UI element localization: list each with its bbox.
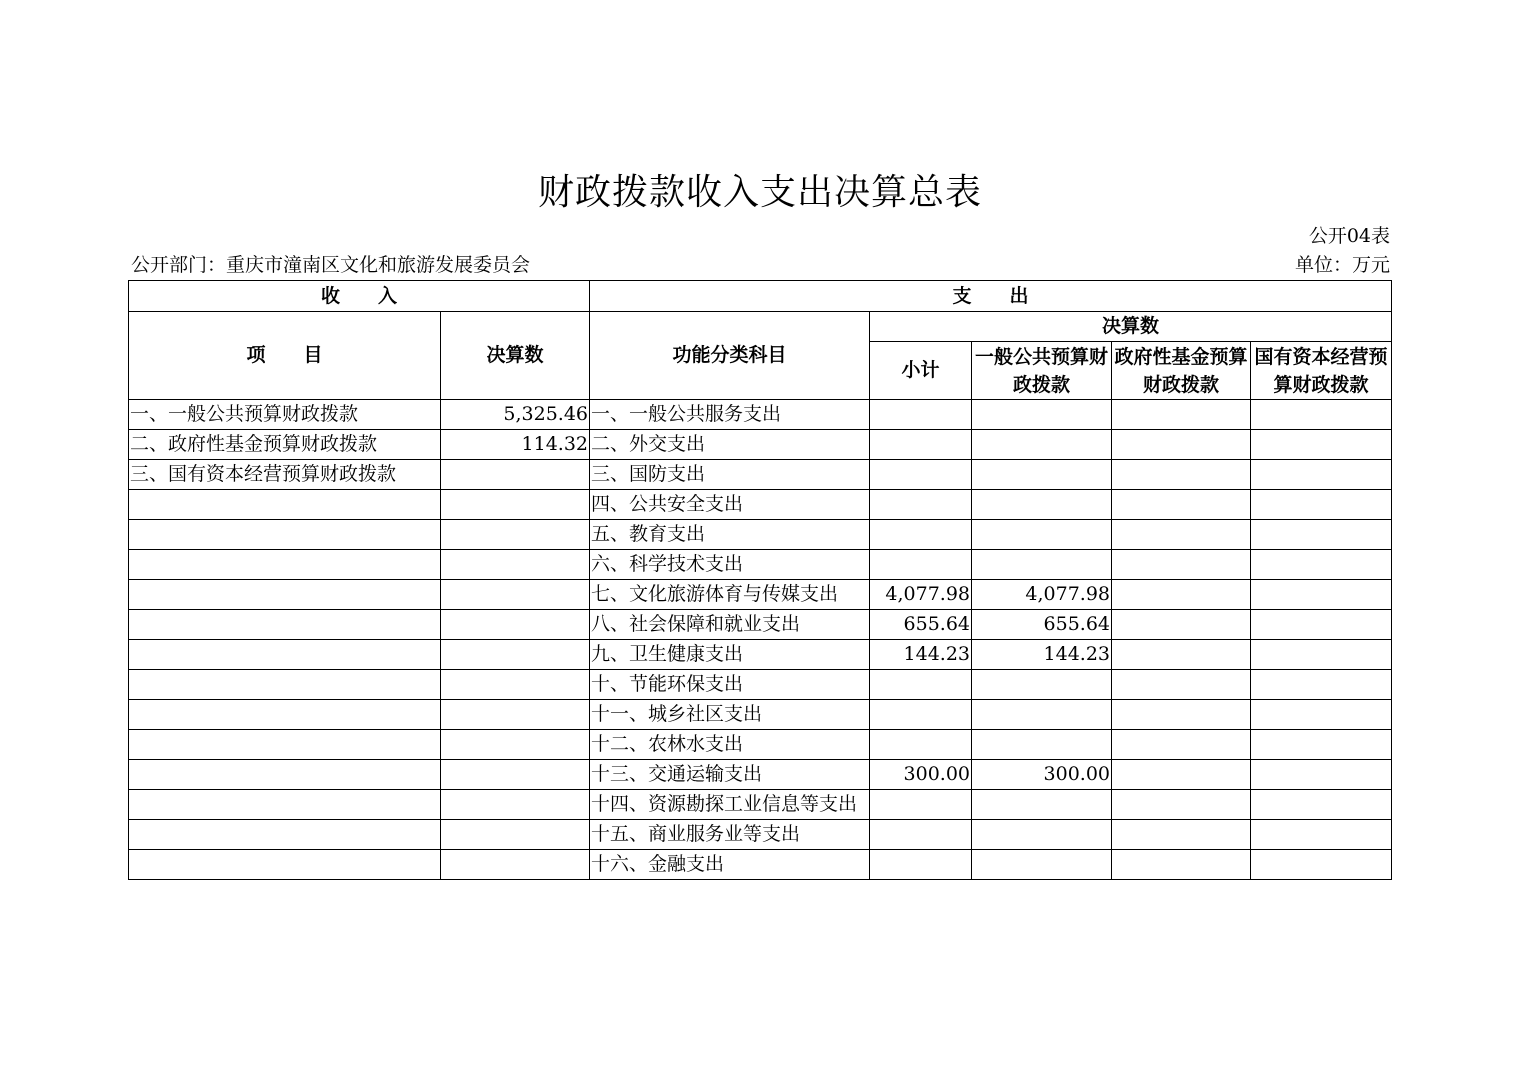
general-budget-cell <box>972 550 1112 580</box>
function-category-cell: 九、卫生健康支出 <box>590 640 870 670</box>
gov-fund-cell <box>1112 520 1251 550</box>
table-row <box>129 550 1392 580</box>
state-capital-cell <box>1251 430 1392 460</box>
subtotal-cell <box>870 460 972 490</box>
state-capital-cell <box>1251 760 1392 790</box>
function-category-cell: 六、科学技术支出 <box>590 550 870 580</box>
settlement-table <box>128 280 1392 880</box>
function-category-cell: 十五、商业服务业等支出 <box>590 820 870 850</box>
gov-fund-header: 政府性基金预算财政拨款 <box>1112 342 1251 400</box>
function-category-cell: 一、一般公共服务支出 <box>590 400 870 430</box>
gov-fund-cell <box>1112 850 1251 880</box>
gov-fund-cell <box>1112 790 1251 820</box>
function-category-cell: 十四、资源勘探工业信息等支出 <box>590 790 870 820</box>
table-row <box>129 760 1392 790</box>
income-item-cell <box>129 820 441 850</box>
general-budget-cell <box>972 790 1112 820</box>
income-amount-cell <box>441 640 590 670</box>
income-item-cell <box>129 760 441 790</box>
income-item-cell <box>129 490 441 520</box>
state-capital-cell <box>1251 580 1392 610</box>
income-item-cell <box>129 790 441 820</box>
general-budget-cell <box>972 850 1112 880</box>
function-category-cell: 四、公共安全支出 <box>590 490 870 520</box>
state-capital-cell <box>1251 790 1392 820</box>
subtotal-cell: 144.23 <box>870 640 972 670</box>
general-budget-cell <box>972 820 1112 850</box>
general-budget-cell <box>972 490 1112 520</box>
general-budget-cell <box>972 430 1112 460</box>
income-item-cell <box>129 700 441 730</box>
state-capital-header: 国有资本经营预算财政拨款 <box>1251 342 1392 400</box>
income-amount-cell <box>441 490 590 520</box>
general-budget-cell: 655.64 <box>972 610 1112 640</box>
general-budget-cell: 144.23 <box>972 640 1112 670</box>
income-amount-cell <box>441 850 590 880</box>
general-budget-cell <box>972 400 1112 430</box>
table-row <box>129 430 1392 460</box>
table-row <box>129 850 1392 880</box>
gov-fund-cell <box>1112 640 1251 670</box>
income-amount-cell <box>441 760 590 790</box>
unit-label: 单位：万元 <box>1294 254 1390 276</box>
state-capital-cell <box>1251 700 1392 730</box>
gov-fund-cell <box>1112 580 1251 610</box>
state-capital-cell <box>1251 850 1392 880</box>
general-budget-cell: 4,077.98 <box>972 580 1112 610</box>
subtotal-header: 小计 <box>870 342 972 400</box>
subtotal-cell <box>870 520 972 550</box>
gov-fund-cell <box>1112 490 1251 520</box>
gov-fund-cell <box>1112 730 1251 760</box>
function-category-cell: 十六、金融支出 <box>590 850 870 880</box>
state-capital-cell <box>1251 490 1392 520</box>
state-capital-cell <box>1251 400 1392 430</box>
gov-fund-cell <box>1112 400 1251 430</box>
gov-fund-cell <box>1112 820 1251 850</box>
gov-fund-cell <box>1112 670 1251 700</box>
general-budget-cell <box>972 670 1112 700</box>
state-capital-cell <box>1251 730 1392 760</box>
table-number: 公开04表 <box>1308 225 1390 247</box>
subtotal-cell <box>870 550 972 580</box>
income-amount-cell <box>441 700 590 730</box>
function-category-cell: 三、国防支出 <box>590 460 870 490</box>
income-amount-cell <box>441 580 590 610</box>
subtotal-cell <box>870 490 972 520</box>
income-item-cell: 一、一般公共预算财政拨款 <box>129 400 441 430</box>
income-amount-cell: 5,325.46 <box>441 400 590 430</box>
department-label: 公开部门：重庆市潼南区文化和旅游发展委员会 <box>131 254 531 276</box>
income-item-cell <box>129 580 441 610</box>
state-capital-cell <box>1251 610 1392 640</box>
subtotal-cell <box>870 670 972 700</box>
income-item-cell: 二、政府性基金预算财政拨款 <box>129 430 441 460</box>
income-item-cell <box>129 610 441 640</box>
function-category-cell: 十二、农林水支出 <box>590 730 870 760</box>
table-row <box>129 460 1392 490</box>
table-row <box>129 700 1392 730</box>
function-category-cell: 十、节能环保支出 <box>590 670 870 700</box>
gov-fund-cell <box>1112 610 1251 640</box>
gov-fund-cell <box>1112 460 1251 490</box>
table-row <box>129 400 1392 430</box>
income-amount-cell <box>441 790 590 820</box>
income-amount-cell <box>441 610 590 640</box>
function-category-cell: 十一、城乡社区支出 <box>590 700 870 730</box>
gov-fund-cell <box>1112 430 1251 460</box>
function-category-cell: 八、社会保障和就业支出 <box>590 610 870 640</box>
state-capital-cell <box>1251 670 1392 700</box>
page-title: 财政拨款收入支出决算总表 <box>537 172 982 213</box>
subtotal-cell <box>870 430 972 460</box>
income-item-cell <box>129 640 441 670</box>
subtotal-cell: 655.64 <box>870 610 972 640</box>
general-budget-cell: 300.00 <box>972 760 1112 790</box>
gov-fund-cell <box>1112 700 1251 730</box>
table-row <box>129 520 1392 550</box>
income-item-cell <box>129 670 441 700</box>
table-row <box>129 790 1392 820</box>
income-item-cell <box>129 730 441 760</box>
item-header: 项 目 <box>129 312 441 400</box>
income-amount-cell <box>441 520 590 550</box>
table-body <box>129 400 1392 880</box>
general-budget-cell <box>972 460 1112 490</box>
gov-fund-cell <box>1112 760 1251 790</box>
settlement-header: 决算数 <box>441 312 590 400</box>
function-category-cell: 七、文化旅游体育与传媒支出 <box>590 580 870 610</box>
function-category-header: 功能分类科目 <box>590 312 870 400</box>
table-row <box>129 490 1392 520</box>
subtotal-cell <box>870 700 972 730</box>
subtotal-cell <box>870 820 972 850</box>
state-capital-cell <box>1251 820 1392 850</box>
gov-fund-cell <box>1112 550 1251 580</box>
function-category-cell: 十三、交通运输支出 <box>590 760 870 790</box>
settlement-group-header: 决算数 <box>870 312 1392 342</box>
subtotal-cell: 4,077.98 <box>870 580 972 610</box>
income-amount-cell: 114.32 <box>441 430 590 460</box>
function-category-cell: 二、外交支出 <box>590 430 870 460</box>
table-row <box>129 580 1392 610</box>
income-item-cell <box>129 850 441 880</box>
table-row <box>129 610 1392 640</box>
general-budget-header: 一般公共预算财政拨款 <box>972 342 1112 400</box>
state-capital-cell <box>1251 640 1392 670</box>
function-category-cell: 五、教育支出 <box>590 520 870 550</box>
income-amount-cell <box>441 670 590 700</box>
table-row <box>129 640 1392 670</box>
income-item-cell: 三、国有资本经营预算财政拨款 <box>129 460 441 490</box>
subtotal-cell: 300.00 <box>870 760 972 790</box>
income-item-cell <box>129 550 441 580</box>
table-row <box>129 670 1392 700</box>
state-capital-cell <box>1251 550 1392 580</box>
general-budget-cell <box>972 730 1112 760</box>
subtotal-cell <box>870 790 972 820</box>
general-budget-cell <box>972 700 1112 730</box>
income-amount-cell <box>441 820 590 850</box>
income-header: 收 入 <box>129 281 590 312</box>
income-amount-cell <box>441 460 590 490</box>
table-row <box>129 730 1392 760</box>
table-row <box>129 820 1392 850</box>
subtotal-cell <box>870 850 972 880</box>
subtotal-cell <box>870 400 972 430</box>
general-budget-cell <box>972 520 1112 550</box>
expense-header: 支 出 <box>590 281 1392 312</box>
state-capital-cell <box>1251 460 1392 490</box>
state-capital-cell <box>1251 520 1392 550</box>
income-amount-cell <box>441 550 590 580</box>
subtotal-cell <box>870 730 972 760</box>
income-amount-cell <box>441 730 590 760</box>
income-item-cell <box>129 520 441 550</box>
